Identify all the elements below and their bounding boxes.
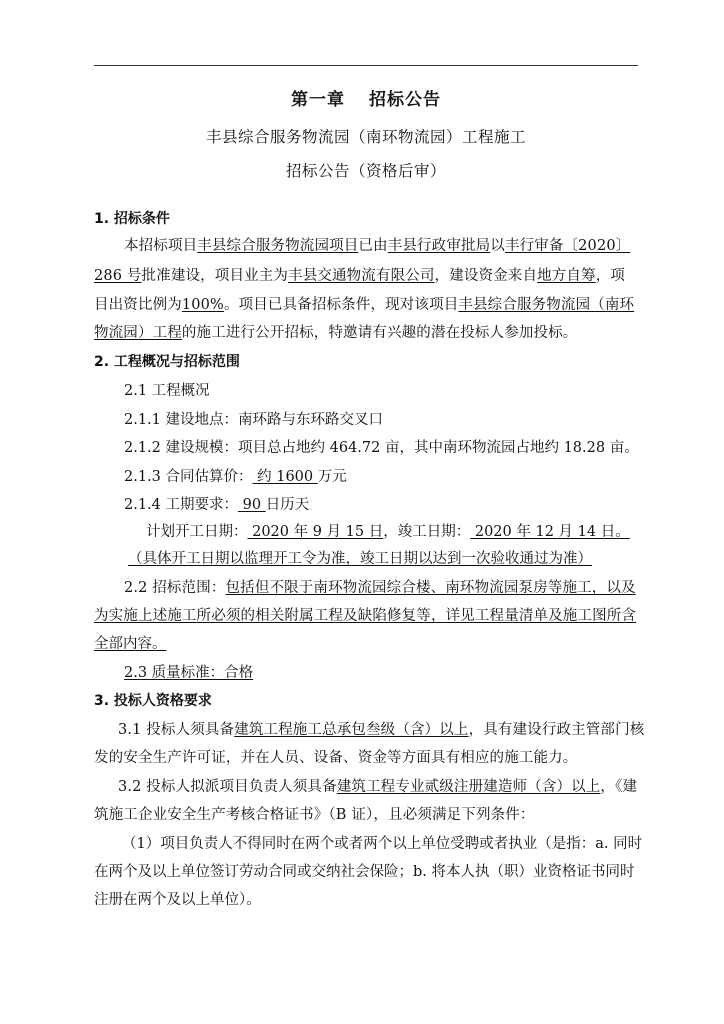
price-line: 2.1.3 合同估算价： 约 1600 万元 — [124, 469, 347, 485]
overview-heading: 2.1 工程概况 — [124, 383, 210, 399]
scope-line-1: 2.2 招标范围：包括但不限于南环物流园综合楼、南环物流园泵房等施工，以及 — [124, 580, 636, 596]
s1-line-1: 本招标项目丰县综合服务物流园项目已由丰县行政审批局以丰行审备〔2020〕 — [124, 238, 631, 254]
scale-line: 2.1.2 建设规模：项目总占地约 464.72 亩，其中南环物流园占地约 18.28 亩。 — [124, 440, 639, 456]
s3-p1-line-2: 发的安全生产许可证，并在人员、设备、资金等方面具有相应的施工能力。 — [94, 750, 578, 766]
section-2-heading: 2. 工程概况与招标范围 — [94, 354, 240, 370]
dates-line: 计划开工日期： 2020 年 9 月 15 日，竣工日期： 2020 年 12 月 14 日。 — [146, 524, 630, 540]
period-line: 2.1.4 工期要求： 90 日历天 — [124, 497, 310, 513]
project-title: 丰县综合服务物流园（南环物流园）工程施工 — [205, 128, 526, 146]
s3-p3-line-2: 在两个及以上单位签订劳动合同或交纳社会保险；b. 将本人执（职）业资格证书同时 — [94, 864, 635, 880]
notice-subtitle: 招标公告（资格后审） — [285, 162, 446, 180]
s3-p3-line-1: （1）项目负责人不得同时在两个或者两个以上单位受聘或者执业（是指：a. 同时 — [122, 836, 643, 852]
quality-line: 2.3 质量标准：合格 — [124, 665, 254, 681]
s1-line-3: 目出资比例为100%。项目已具备招标条件，现对该项目丰县综合服务物流园（南环 — [94, 297, 635, 313]
chapter-title — [94, 90, 638, 110]
dates-note: （具体开工日期以监理开工令为准，竣工日期以达到一次验收通过为准） — [128, 551, 592, 567]
section-3-heading: 3. 投标人资格要求 — [94, 693, 212, 709]
section-1-heading: 1. 招标条件 — [94, 211, 170, 227]
s3-p3-line-3: 注册在两个及以上单位）。 — [94, 892, 261, 908]
scope-line-3: 全部内容。 — [94, 636, 167, 652]
scope-line-2: 为实施上述施工所必须的相关附属工程及缺陷修复等，详见工程量清单及施工图所含 — [94, 608, 637, 624]
chapter-number: 第一章 — [291, 90, 345, 110]
s3-p1-line-1: 3.1 投标人须具备建筑工程施工总承包叁级（含）以上，具有建设行政主管部门核 — [118, 722, 645, 738]
chapter-heading: 招标公告 — [369, 90, 441, 110]
s1-line-2: 286 号批准建设，项目业主为丰县交通物流有限公司，建设资金来自地方自筹，项 — [94, 268, 626, 284]
s3-p2-line-1: 3.2 投标人拟派项目负责人须具备建筑工程专业贰级注册建造师（含）以上，《建 — [118, 779, 638, 795]
header-rule — [94, 65, 638, 66]
s1-line-4: 物流园）工程的施工进行公开招标，特邀请有兴趣的潜在投标人参加投标。 — [94, 325, 578, 341]
location-line: 2.1.1 建设地点：南环路与东环路交叉口 — [124, 412, 384, 428]
s3-p2-line-2: 筑施工企业安全生产考核合格证书》（B 证），且必须满足下列条件： — [94, 807, 535, 823]
